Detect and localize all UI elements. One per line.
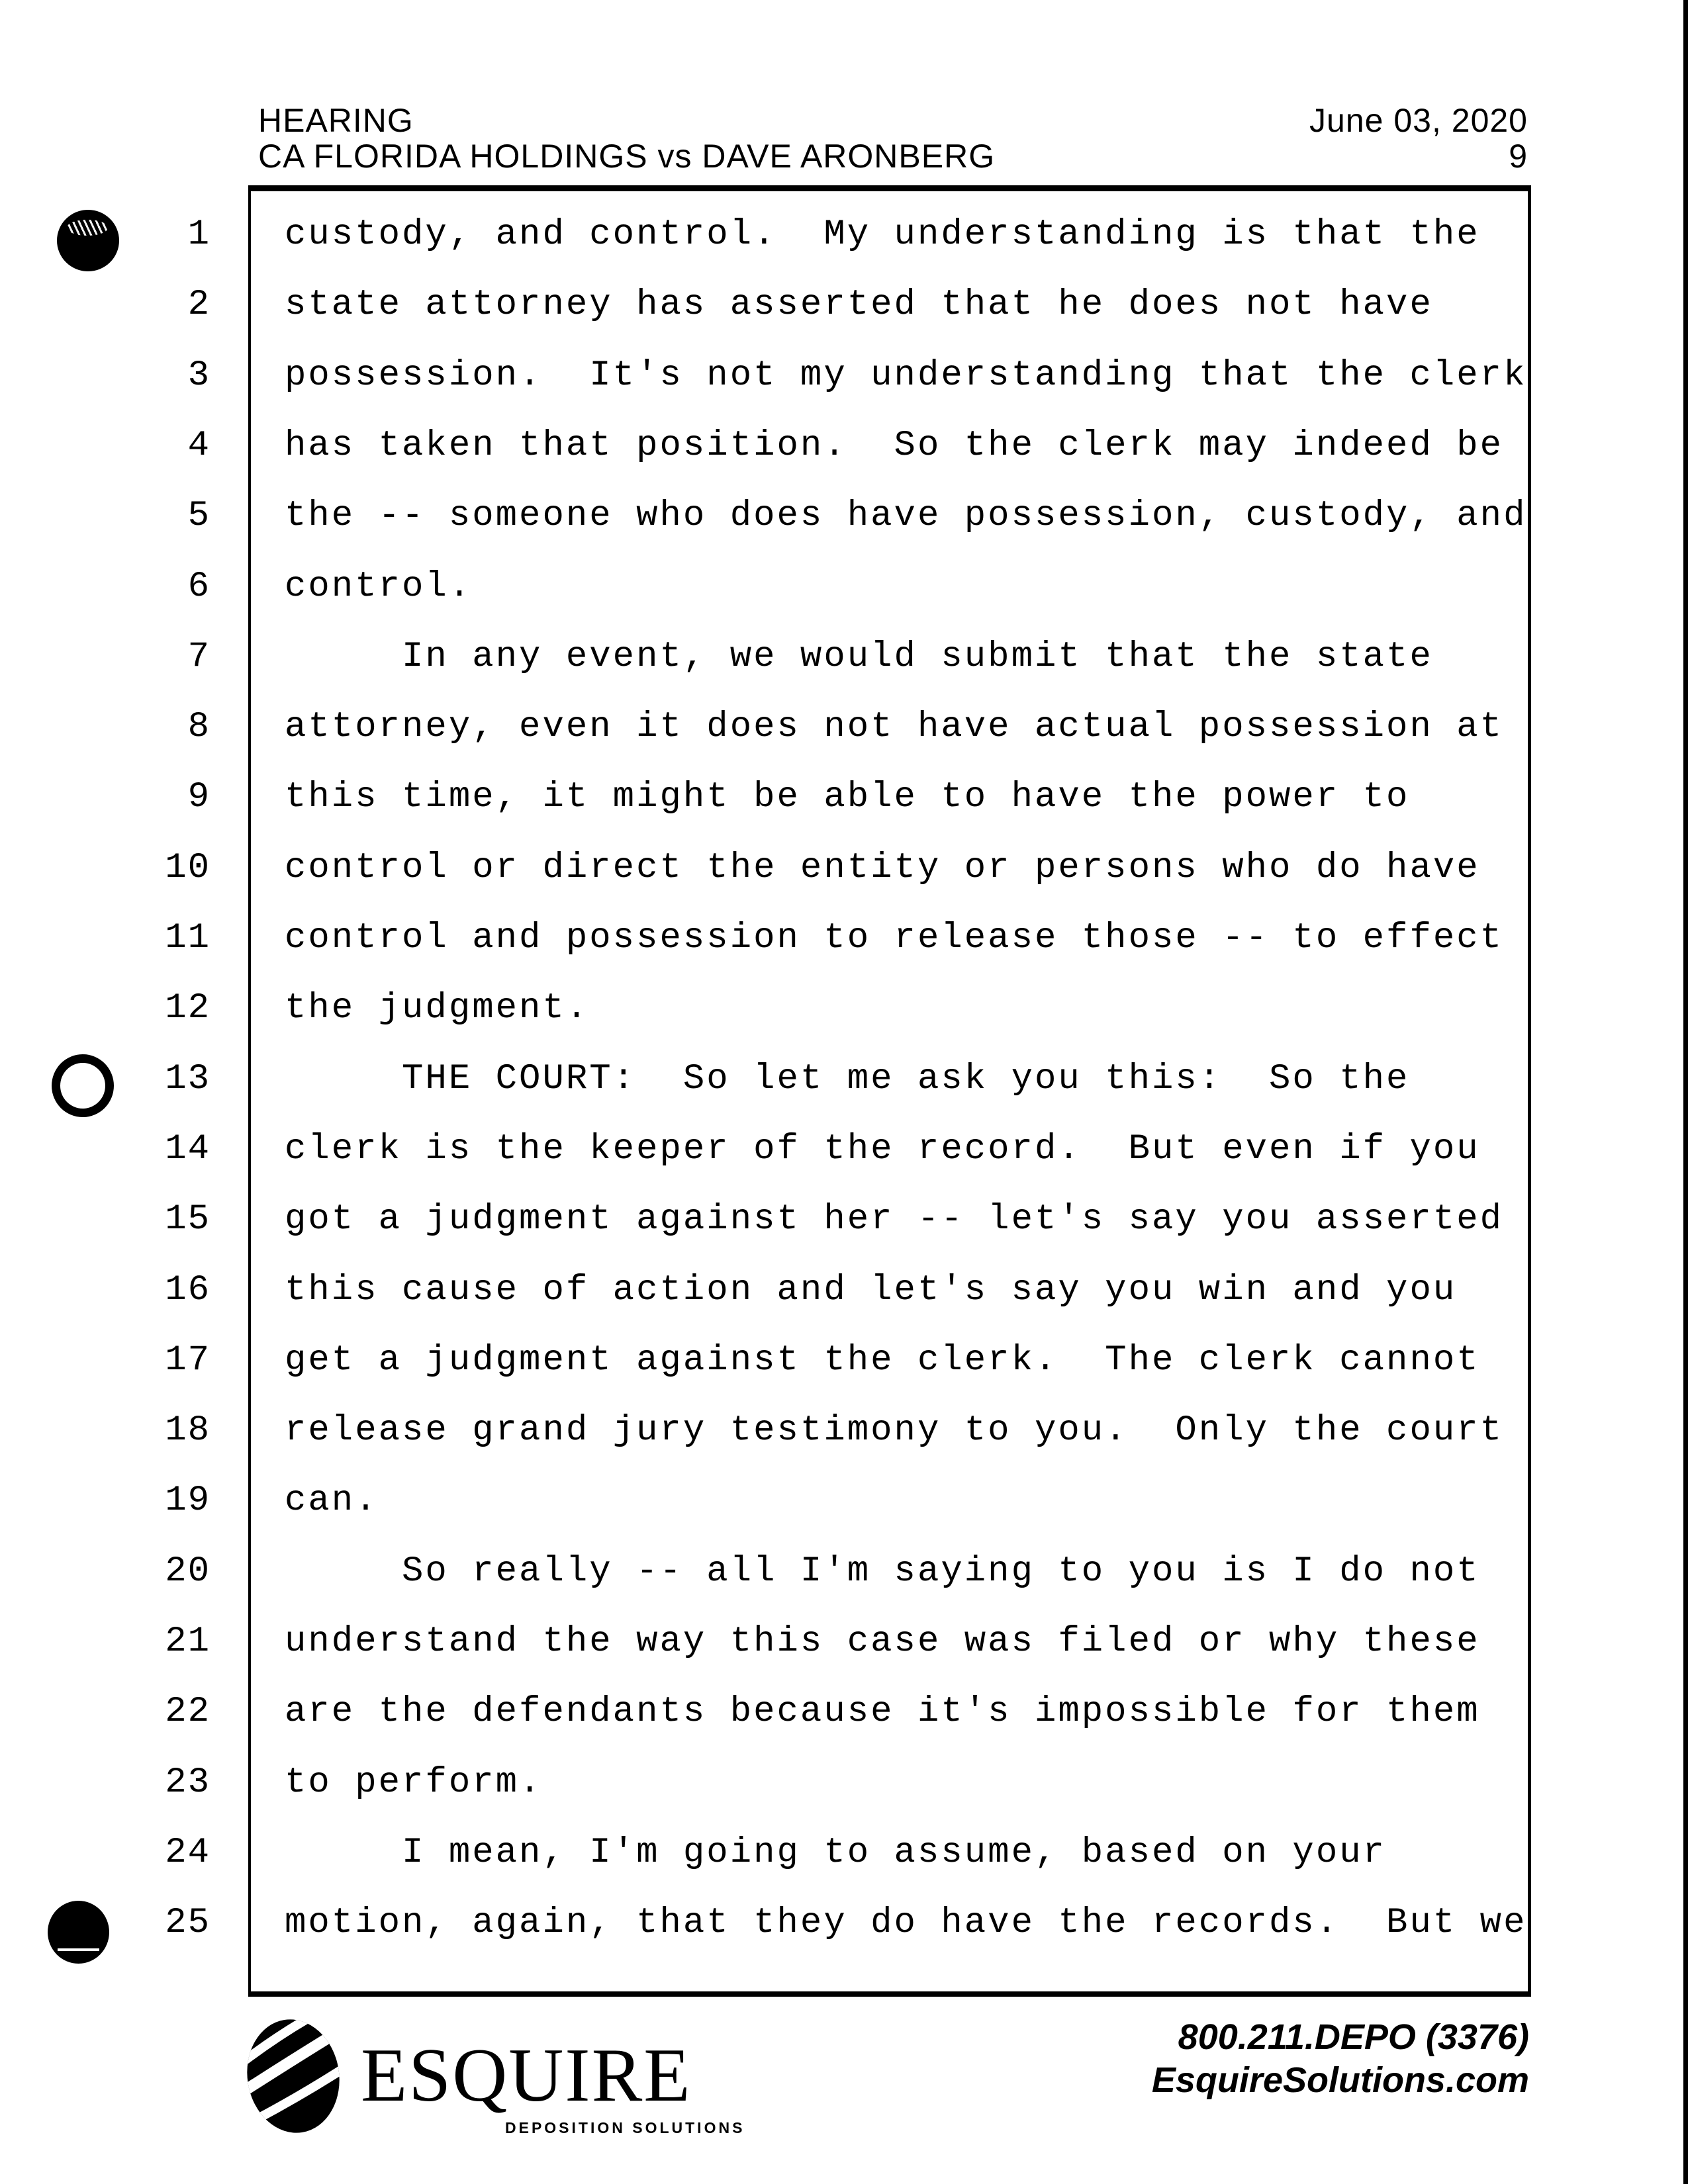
line-text: I mean, I'm going to assume, based on your <box>285 1833 1387 1873</box>
header-date: June 03, 2020 <box>1309 102 1528 139</box>
line-number: 10 <box>165 848 211 888</box>
line-text: control or direct the entity or persons who do have <box>285 848 1480 888</box>
transcript-line-row <box>0 1395 1688 1467</box>
line-number: 1 <box>187 214 211 255</box>
line-number: 9 <box>187 777 211 817</box>
transcript-line-row <box>0 199 1688 271</box>
line-text: control. <box>285 567 473 607</box>
header-title: HEARING <box>258 102 414 139</box>
line-number: 22 <box>165 1692 211 1732</box>
line-number: 7 <box>187 637 211 677</box>
line-number: 13 <box>165 1059 211 1099</box>
transcript-line-row <box>0 1044 1688 1115</box>
esquire-logo-tagline: DEPOSITION SOLUTIONS <box>505 2119 745 2136</box>
transcript-line-row <box>0 1536 1688 1608</box>
line-number: 15 <box>165 1199 211 1240</box>
header-page-number: 9 <box>1509 138 1528 175</box>
line-number: 19 <box>165 1480 211 1521</box>
line-number: 23 <box>165 1762 211 1803</box>
line-number: 25 <box>165 1903 211 1943</box>
line-number: 4 <box>187 426 211 466</box>
transcript-line-row <box>0 833 1688 904</box>
transcript-line-row <box>0 1255 1688 1326</box>
line-text: possession. It's not my understanding that the clerk <box>285 355 1527 396</box>
transcript-line-row <box>0 340 1688 412</box>
line-number: 11 <box>165 918 211 958</box>
transcript-line-row <box>0 973 1688 1044</box>
transcript-line-row <box>0 1747 1688 1819</box>
line-text: the judgment. <box>285 988 590 1028</box>
line-number: 16 <box>165 1270 211 1310</box>
transcript-line-row <box>0 1184 1688 1255</box>
line-number: 24 <box>165 1833 211 1873</box>
transcript-line-row <box>0 1676 1688 1748</box>
transcript-line-row <box>0 692 1688 763</box>
line-text: custody, and control. My understanding is that the <box>285 214 1480 255</box>
line-text: this time, it might be able to have the power to <box>285 777 1410 817</box>
line-text: understand the way this case was filed or why these <box>285 1621 1480 1662</box>
line-number: 3 <box>187 355 211 396</box>
line-text: are the defendants because it's impossible for them <box>285 1692 1480 1732</box>
transcript-line-row <box>0 551 1688 623</box>
line-text: got a judgment against her -- let's say you asserted <box>285 1199 1504 1240</box>
line-text: the -- someone who does have possession, custody, and <box>285 496 1527 536</box>
transcript-line-row <box>0 1114 1688 1185</box>
line-text: In any event, we would submit that the state <box>285 637 1433 677</box>
transcript-line-row <box>0 1325 1688 1396</box>
line-number: 6 <box>187 567 211 607</box>
transcript-line-row <box>0 903 1688 974</box>
transcript-line-row <box>0 269 1688 341</box>
transcript-line-row <box>0 1465 1688 1537</box>
line-number: 18 <box>165 1410 211 1451</box>
transcript-line-row <box>0 1817 1688 1889</box>
line-text: this cause of action and let's say you win and you <box>285 1270 1457 1310</box>
line-text: control and possession to release those -- to effect <box>285 918 1504 958</box>
esquire-logo-wordmark: ESQUIRE <box>361 2033 692 2117</box>
line-text: release grand jury testimony to you. Only the court <box>285 1410 1504 1451</box>
line-text: has taken that position. So the clerk may indeed be <box>285 426 1504 466</box>
line-number: 14 <box>165 1129 211 1169</box>
line-number: 5 <box>187 496 211 536</box>
esquire-globe-icon <box>244 2017 344 2135</box>
footer-website: EsquireSolutions.com <box>1151 2060 1529 2100</box>
line-text: can. <box>285 1480 379 1521</box>
line-number: 2 <box>187 285 211 325</box>
footer-phone: 800.211.DEPO (3376) <box>1178 2017 1529 2057</box>
transcript-line-row <box>0 480 1688 552</box>
line-number: 20 <box>165 1551 211 1592</box>
line-text: get a judgment against the clerk. The clerk cannot <box>285 1340 1480 1381</box>
transcript-line-row <box>0 1888 1688 1959</box>
line-text: clerk is the keeper of the record. But even if you <box>285 1129 1480 1169</box>
line-text: motion, again, that they do have the records. But we <box>285 1903 1527 1943</box>
transcript-line-row <box>0 621 1688 693</box>
line-number: 8 <box>187 707 211 747</box>
transcript-line-row <box>0 1606 1688 1678</box>
line-text: THE COURT: So let me ask you this: So the <box>285 1059 1410 1099</box>
line-text: state attorney has asserted that he does not have <box>285 285 1433 325</box>
line-number: 17 <box>165 1340 211 1381</box>
header-case-name: CA FLORIDA HOLDINGS vs DAVE ARONBERG <box>258 138 996 175</box>
line-text: attorney, even it does not have actual possession at <box>285 707 1504 747</box>
line-text: So really -- all I'm saying to you is I do not <box>285 1551 1480 1592</box>
line-number: 12 <box>165 988 211 1028</box>
line-number: 21 <box>165 1621 211 1662</box>
transcript-line-row <box>0 762 1688 833</box>
transcript-line-row <box>0 410 1688 482</box>
line-text: to perform. <box>285 1762 543 1803</box>
